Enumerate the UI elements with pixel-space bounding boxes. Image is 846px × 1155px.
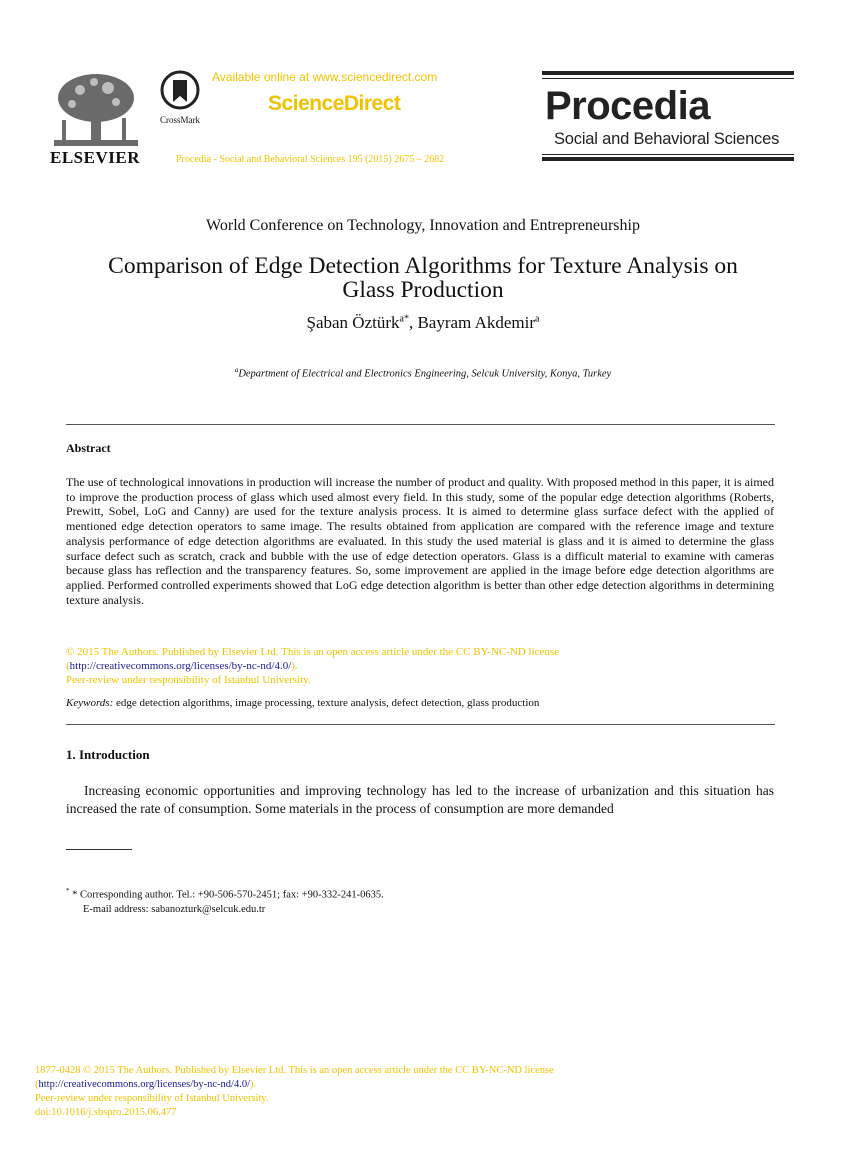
elsevier-tree-logo [50, 70, 142, 150]
journal-title: Procedia [545, 84, 710, 128]
peer-review-line: Peer-review under responsibility of Istanbul University. [66, 674, 311, 686]
paper-title-line2: Glass Production [342, 277, 504, 303]
keywords-label: Keywords: [66, 697, 114, 709]
procedia-bottom-thin-rule [542, 154, 794, 155]
license-line: © 2015 The Authors. Published by Elsevier Ltd. This is an open access article under the CC BY-NC-ND license [66, 646, 560, 658]
footnote-corresponding: * Corresponding author. Tel.: +90-506-570-2451; fax: +90-332-241-0635. [69, 889, 384, 901]
paper-title-line1: Comparison of Edge Detection Algorithms for Texture Analysis on [108, 253, 738, 279]
footnote-line1 [66, 884, 666, 903]
footer-paren-close: ). [250, 1079, 257, 1090]
affiliation-marker: a [234, 366, 239, 374]
license-paren-open: ( [66, 660, 70, 672]
page-footer [35, 1064, 735, 1120]
available-online-text[interactable]: Available online at www.sciencedirect.com [212, 70, 438, 84]
abstract-heading: Abstract [66, 441, 111, 455]
footnote-email: E-mail address: sabanozturk@selcuk.edu.tr [83, 903, 266, 915]
author-1: Şaban Öztürk [306, 313, 400, 332]
keywords-text: edge detection algorithms, image processing, texture analysis, defect detection, glass production [113, 697, 540, 709]
footer-url-line [35, 1078, 735, 1092]
paper-title [0, 254, 846, 302]
author-separator: , [408, 313, 418, 332]
sciencedirect-logo-text: ScienceDirect [268, 92, 401, 115]
keywords [66, 697, 774, 709]
footer-issn-line: 1877-0428 © 2015 The Authors. Published by Elsevier Ltd. This is an open access article under the CC BY-NC-ND license [35, 1065, 554, 1076]
footnote [66, 884, 666, 917]
conference-name: World Conference on Technology, Innovation and Entrepreneurship [206, 217, 640, 234]
author-2-affil: a [535, 313, 540, 325]
procedia-top-rule [542, 71, 794, 75]
footer-doi[interactable]: doi:10.1016/j.sbspro.2015.06.477 [35, 1107, 177, 1118]
footer-peer-review: Peer-review under responsibility of Istanbul University. [35, 1093, 269, 1104]
publisher-name: ELSEVIER [50, 148, 140, 167]
intro-paragraph: Increasing economic opportunities and improving technology has led to the increase of urbanization and this situation has increased the rate of consumption. Some materials in the process of consumption are more demanded [66, 783, 774, 816]
journal-subtitle: Social and Behavioral Sciences [554, 130, 780, 148]
procedia-bottom-rule [542, 157, 794, 161]
affiliation-text: Department of Electrical and Electronics Engineering, Selcuk University, Konya, Turkey [238, 368, 612, 380]
footnote-marker: * [66, 887, 70, 895]
license-url-line [66, 659, 774, 673]
procedia-top-thin-rule [542, 78, 794, 79]
license-paren-close: ). [291, 660, 298, 672]
footer-license-link[interactable]: http://creativecommons.org/licenses/by-nc-nd/4.0/ [38, 1079, 251, 1090]
abstract-body: The use of technological innovations in production will increase the number of product and quality. With proposed method in this paper, it is aimed to improve the production process of glass which used almost every field. In this study, some of the popular edge detection algorithms (Roberts, Prewitt, Sobel, LoG and Canny) are used for the texture analysis process. It is aimed to determine glass surface defect with the applied of mentioned edge detection operators to same image. The results obtained from application are compared with the reference image and texture analysis performance of edge detection algorithms are evaluated. In this study the used material is glass and it is aimed to determine the glass surface defect such as scratch, crack and bubble with the use of edge detection operators. Glass is a difficult material to examine with cameras because glass has reflection and the transparency features. So, some improvement are applied in the image before edge detection algorithms are applied. Performed controlled experiments showed that LoG edge detection algorithm is better than other edge detection algorithms in determining texture analysis. [66, 475, 774, 607]
author-1-affil: a* [399, 313, 409, 325]
crossmark-icon [160, 70, 200, 110]
author-2: Bayram Akdemir [417, 313, 536, 332]
license-statement [66, 645, 774, 687]
journal-citation: Procedia - Social and Behavioral Sciences 195 (2015) 2675 – 2682 [176, 154, 445, 165]
abstract-bottom-rule [66, 724, 775, 725]
crossmark-label: CrossMark [160, 115, 200, 125]
affiliation [0, 366, 846, 380]
section-heading: 1. Introduction [66, 747, 150, 762]
author-list [0, 313, 846, 333]
crossmark-badge[interactable] [152, 70, 208, 125]
license-link[interactable]: http://creativecommons.org/licenses/by-nc-nd/4.0/ [69, 660, 292, 672]
footer-paren-open: ( [35, 1079, 39, 1090]
abstract-top-rule [66, 424, 775, 425]
footnote-rule [66, 849, 132, 850]
